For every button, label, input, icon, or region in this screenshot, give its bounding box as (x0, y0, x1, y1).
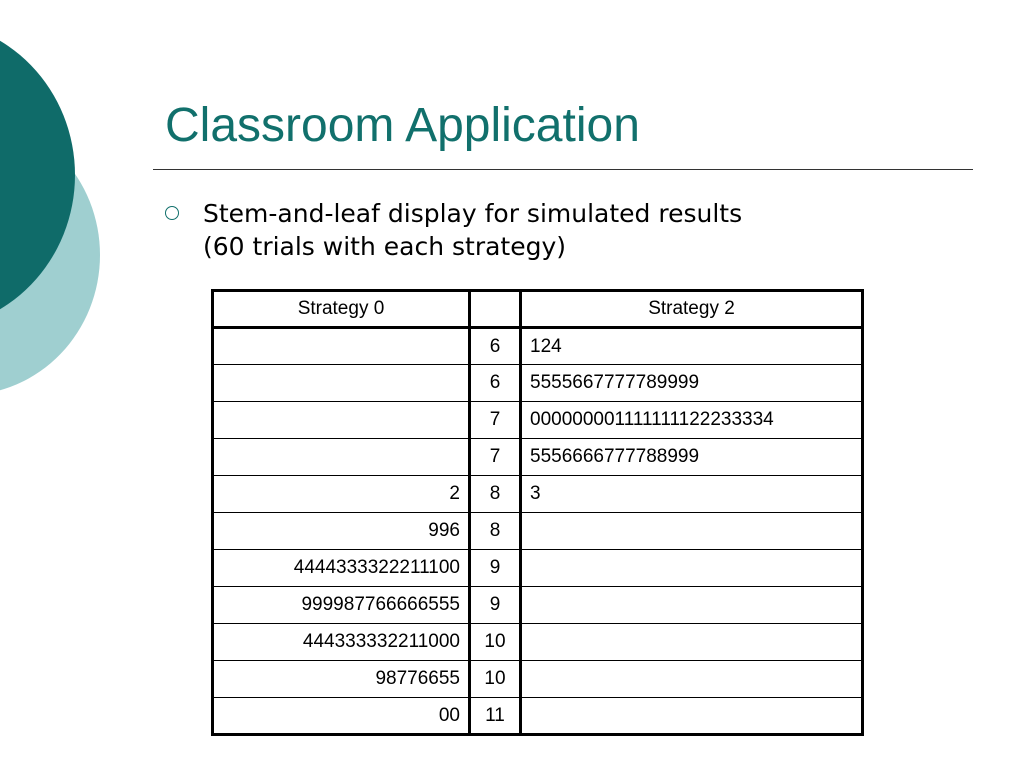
table-row (213, 476, 863, 513)
strategy-0-leaves (213, 402, 470, 439)
header-strategy-2: Strategy 2 (521, 291, 863, 328)
strategy-0-leaves (213, 439, 470, 476)
stem-value: 11 (470, 698, 521, 735)
table-row (213, 661, 863, 698)
header-strategy-0: Strategy 0 (213, 291, 470, 328)
table-row (213, 698, 863, 735)
table-row (213, 550, 863, 587)
strategy-0-leaves (213, 365, 470, 402)
stem-value: 8 (470, 513, 521, 550)
bullet-item (165, 197, 742, 263)
strategy-2-leaves (521, 587, 863, 624)
strategy-2-leaves (521, 698, 863, 735)
bullet-text-line-2: (60 trials with each strategy) (203, 232, 567, 261)
stem-and-leaf-table (211, 289, 864, 736)
header-stem (470, 291, 521, 328)
stem-value: 9 (470, 587, 521, 624)
strategy-2-leaves: 000000001111111122233334 (521, 402, 863, 439)
strategy-0-leaves: 98776655 (213, 661, 470, 698)
strategy-0-leaves: 996 (213, 513, 470, 550)
stem-value: 6 (470, 365, 521, 402)
table-row (213, 439, 863, 476)
title-divider (153, 169, 973, 170)
strategy-0-leaves: 4444333322211100 (213, 550, 470, 587)
stem-value: 10 (470, 624, 521, 661)
table-header-row (213, 291, 863, 328)
table-row (213, 513, 863, 550)
table-row (213, 328, 863, 365)
table-row (213, 365, 863, 402)
stem-value: 10 (470, 661, 521, 698)
strategy-2-leaves: 124 (521, 328, 863, 365)
stem-value: 8 (470, 476, 521, 513)
bullet-text (203, 197, 742, 263)
stem-value: 7 (470, 439, 521, 476)
stem-value: 7 (470, 402, 521, 439)
strategy-0-leaves (213, 328, 470, 365)
strategy-2-leaves: 5556666777788999 (521, 439, 863, 476)
table-row (213, 587, 863, 624)
strategy-0-leaves: 444333332211000 (213, 624, 470, 661)
strategy-0-leaves: 00 (213, 698, 470, 735)
bullet-text-line-1: Stem-and-leaf display for simulated results (203, 199, 743, 228)
hollow-circle-bullet-icon (165, 206, 179, 220)
strategy-2-leaves: 5555667777789999 (521, 365, 863, 402)
stem-value: 9 (470, 550, 521, 587)
strategy-2-leaves (521, 661, 863, 698)
strategy-2-leaves (521, 550, 863, 587)
strategy-0-leaves: 999987766666555 (213, 587, 470, 624)
table-row (213, 624, 863, 661)
slide-title: Classroom Application (165, 99, 640, 152)
table-row (213, 402, 863, 439)
strategy-2-leaves: 3 (521, 476, 863, 513)
stem-value: 6 (470, 328, 521, 365)
strategy-2-leaves (521, 513, 863, 550)
strategy-0-leaves: 2 (213, 476, 470, 513)
strategy-2-leaves (521, 624, 863, 661)
